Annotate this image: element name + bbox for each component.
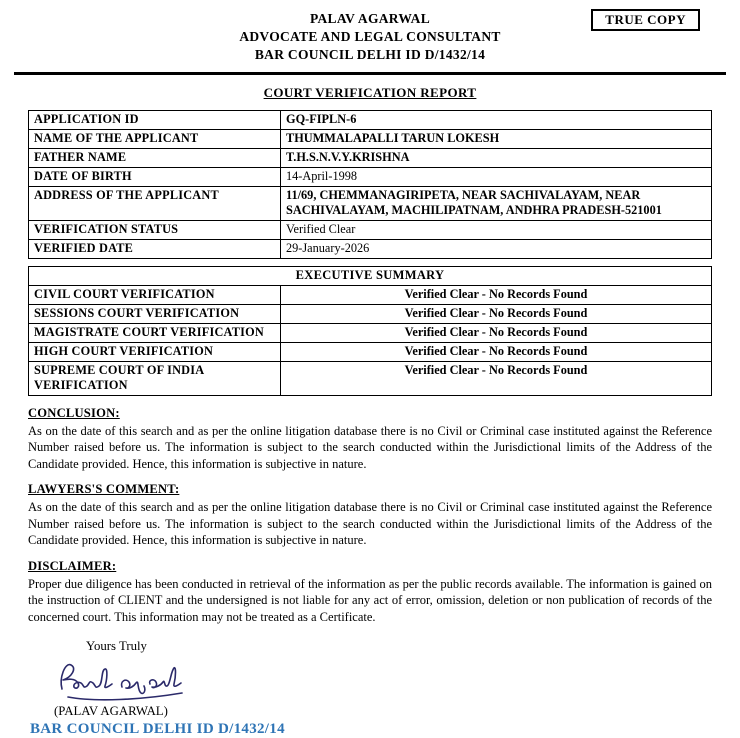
table-row xyxy=(29,129,712,148)
row-value: 11/69, CHEMMANAGIRIPETA, NEAR SACHIVALAYAM, NEAR SACHIVALAYAM, MACHILIPATNAM, ANDHRA PRADESH-521001 xyxy=(281,186,712,220)
conclusion-section xyxy=(28,406,712,473)
lawyers-comment-section xyxy=(28,482,712,549)
executive-summary-table xyxy=(28,266,712,396)
conclusion-heading: CONCLUSION: xyxy=(28,405,120,420)
row-label: SESSIONS COURT VERIFICATION xyxy=(29,304,281,323)
advocate-bar-id: BAR COUNCIL DELHI ID D/1432/14 xyxy=(254,47,486,63)
report-title-wrap xyxy=(28,84,712,102)
table-row xyxy=(29,239,712,258)
row-label: FATHER NAME xyxy=(29,148,281,167)
advocate-title: ADVOCATE AND LEGAL CONSULTANT xyxy=(239,29,501,45)
executive-summary-title: EXECUTIVE SUMMARY xyxy=(29,266,712,285)
disclaimer-body: Proper due diligence has been conducted in retrieval of the information as per the public records available. The information is gained on the instruction of CLIENT and the undersigned is not liable for any act of error, omission, deletion or non publication of records of the concerned court. This information may not be treated as a Certificate. xyxy=(28,576,712,624)
advocate-name: PALAV AGARWAL xyxy=(309,11,431,26)
signed-name: (PALAV AGARWAL) xyxy=(54,704,168,719)
report-title: COURT VERIFICATION REPORT xyxy=(263,84,477,100)
row-value: THUMMALAPALLI TARUN LOKESH xyxy=(281,129,712,148)
row-label: APPLICATION ID xyxy=(29,110,281,129)
row-value: GQ-FIPLN-6 xyxy=(281,110,712,129)
footer-bar-id: BAR COUNCIL DELHI ID D/1432/14 xyxy=(30,721,285,738)
disclaimer-section xyxy=(28,559,712,626)
row-label: ADDRESS OF THE APPLICANT xyxy=(29,186,281,220)
row-value: Verified Clear - No Records Found xyxy=(281,323,712,342)
row-label: NAME OF THE APPLICANT xyxy=(29,129,281,148)
table-row xyxy=(29,186,712,220)
lawyers-comment-body: As on the date of this search and as per the online litigation database there is no Civil or Criminal case instituted against the Reference Number raised before us. The information is subject to the search conducted within the Jurisdictional limits of the Address of the Candidate provided. Hence, this information is subjective in nature. xyxy=(28,500,712,548)
row-label: DATE OF BIRTH xyxy=(29,167,281,186)
true-copy-stamp xyxy=(591,9,700,31)
table-row xyxy=(29,323,712,342)
signature-image xyxy=(50,656,200,702)
row-value: T.H.S.N.V.Y.KRISHNA xyxy=(281,148,712,167)
disclaimer-heading: DISCLAIMER: xyxy=(28,558,117,573)
row-label: MAGISTRATE COURT VERIFICATION xyxy=(29,323,281,342)
conclusion-body: As on the date of this search and as per the online litigation database there is no Civil or Criminal case instituted against the Reference Number raised before us. The information is subject to the search conducted within the Jurisdictional limits of the Address of the Candidate provided. Hence, this information is subjective in nature. xyxy=(28,423,712,471)
table-row xyxy=(29,220,712,239)
closing-salutation: Yours Truly xyxy=(86,639,147,654)
row-label: VERIFIED DATE xyxy=(29,239,281,258)
row-value: Verified Clear - No Records Found xyxy=(281,285,712,304)
row-label: SUPREME COURT OF INDIA VERIFICATION xyxy=(29,361,281,395)
table-row xyxy=(29,285,712,304)
lawyers-comment-heading: LAWYERS'S COMMENT: xyxy=(28,482,180,497)
row-label: CIVIL COURT VERIFICATION xyxy=(29,285,281,304)
row-value: Verified Clear xyxy=(281,220,712,239)
table-row xyxy=(29,148,712,167)
table-row xyxy=(29,167,712,186)
row-value: Verified Clear - No Records Found xyxy=(281,304,712,323)
signature-block xyxy=(50,656,712,702)
row-label: VERIFICATION STATUS xyxy=(29,220,281,239)
applicant-details-table xyxy=(28,110,712,259)
table-row xyxy=(29,304,712,323)
table-row xyxy=(29,266,712,285)
row-value: Verified Clear - No Records Found xyxy=(281,342,712,361)
table-row xyxy=(29,110,712,129)
table-row xyxy=(29,342,712,361)
row-value: 29-January-2026 xyxy=(281,239,712,258)
table-row xyxy=(29,361,712,395)
header-divider xyxy=(14,72,726,75)
row-value: 14-April-1998 xyxy=(281,167,712,186)
row-label: HIGH COURT VERIFICATION xyxy=(29,342,281,361)
true-copy-label: TRUE COPY xyxy=(605,12,686,27)
row-value: Verified Clear - No Records Found xyxy=(281,361,712,395)
